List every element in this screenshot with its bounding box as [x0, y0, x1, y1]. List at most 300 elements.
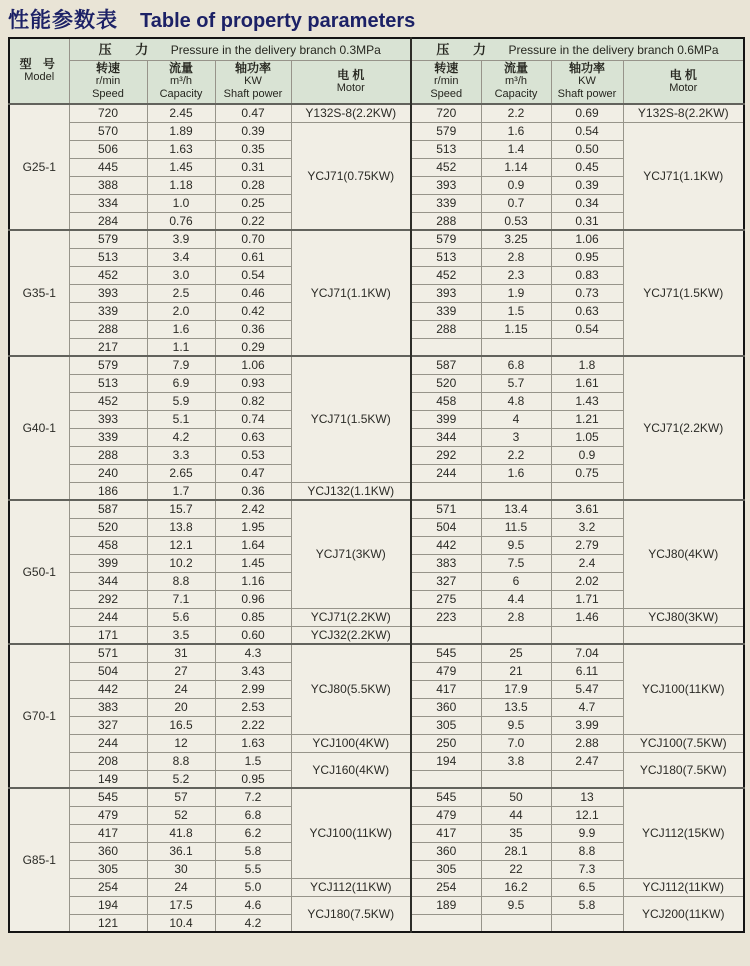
speed-cell: 579: [411, 122, 481, 140]
capacity-cell: 44: [481, 806, 551, 824]
capacity-cell: 13.5: [481, 698, 551, 716]
speed-cell: 208: [69, 752, 147, 770]
pressure-en-left: Pressure in the delivery branch 0.3MPa: [170, 43, 381, 58]
column-header-row: [9, 60, 744, 104]
capacity-cell: 1.9: [481, 284, 551, 302]
power-cell: 0.63: [551, 302, 623, 320]
capacity-cell: 24: [147, 878, 215, 896]
capacity-cell: 13.8: [147, 518, 215, 536]
speed-cell: 479: [411, 662, 481, 680]
power-cell: 0.82: [215, 392, 291, 410]
speed-cell: 452: [69, 266, 147, 284]
power-cell: 0.39: [215, 122, 291, 140]
capacity-cell: 3.9: [147, 230, 215, 248]
speed-cell: 288: [69, 446, 147, 464]
motor-cell: YCJ80(5.5KW): [291, 644, 411, 734]
capacity-cell: 3.3: [147, 446, 215, 464]
col-header-speed-left: 转速 r/min Speed: [69, 60, 147, 104]
capacity-cell: 1.63: [147, 140, 215, 158]
motor-cell: YCJ112(11KW): [623, 878, 744, 896]
motor-cell: YCJ71(1.5KW): [623, 230, 744, 356]
capacity-cell: 9.5: [481, 716, 551, 734]
power-cell: 3.43: [215, 662, 291, 680]
speed-cell: 194: [411, 752, 481, 770]
speed-cell: 520: [69, 518, 147, 536]
power-cell: 0.45: [551, 158, 623, 176]
speed-cell: 458: [411, 392, 481, 410]
col-header-power-left: 轴功率 KW Shaft power: [215, 60, 291, 104]
speed-cell: 292: [69, 590, 147, 608]
power-cell: 2.02: [551, 572, 623, 590]
power-cell: 6.8: [215, 806, 291, 824]
capacity-cell: 9.5: [481, 536, 551, 554]
page-title-zh: 性能参数表: [8, 9, 118, 32]
power-cell: 0.31: [215, 158, 291, 176]
speed-cell: 417: [411, 824, 481, 842]
capacity-cell: 8.8: [147, 572, 215, 590]
col-header-power-right: 轴功率 KW Shaft power: [551, 60, 623, 104]
speed-cell: 442: [69, 680, 147, 698]
motor-cell: YCJ71(3KW): [291, 500, 411, 608]
power-cell: 0.9: [551, 446, 623, 464]
capacity-cell: 16.2: [481, 878, 551, 896]
motor-cell: YCJ71(1.1KW): [623, 122, 744, 230]
speed-cell: 327: [69, 716, 147, 734]
motor-cell: YCJ180(7.5KW): [291, 896, 411, 932]
motor-cell: YCJ71(1.1KW): [291, 230, 411, 356]
motor-cell: YCJ32(2.2KW): [291, 626, 411, 644]
power-cell: 0.31: [551, 212, 623, 230]
power-cell: 5.5: [215, 860, 291, 878]
motor-cell: YCJ112(15KW): [623, 788, 744, 878]
power-cell: 0.25: [215, 194, 291, 212]
power-cell: 1.43: [551, 392, 623, 410]
power-cell: 0.47: [215, 464, 291, 482]
capacity-cell: 4.2: [147, 428, 215, 446]
table-row: [9, 626, 744, 644]
capacity-cell: 13.4: [481, 500, 551, 518]
speed-cell: 520: [411, 374, 481, 392]
speed-cell: 254: [411, 878, 481, 896]
speed-cell: 570: [69, 122, 147, 140]
power-cell: 1.5: [215, 752, 291, 770]
capacity-cell: 5.2: [147, 770, 215, 788]
power-cell: 5.0: [215, 878, 291, 896]
capacity-cell: 25: [481, 644, 551, 662]
speed-cell: 334: [69, 194, 147, 212]
power-cell: 2.4: [551, 554, 623, 572]
power-cell: 1.06: [215, 356, 291, 374]
speed-cell: 579: [411, 230, 481, 248]
speed-cell: [411, 482, 481, 500]
pressure-header-row: [9, 38, 744, 60]
capacity-cell: 2.5: [147, 284, 215, 302]
power-cell: 1.16: [215, 572, 291, 590]
capacity-cell: 52: [147, 806, 215, 824]
speed-cell: 244: [69, 608, 147, 626]
table-row: [9, 500, 744, 518]
speed-cell: 288: [411, 212, 481, 230]
capacity-cell: 4.8: [481, 392, 551, 410]
capacity-cell: 36.1: [147, 842, 215, 860]
power-cell: 1.71: [551, 590, 623, 608]
pressure-zh-left: 压 力: [98, 42, 159, 58]
speed-cell: 579: [69, 356, 147, 374]
speed-cell: 417: [411, 680, 481, 698]
capacity-cell: 7.9: [147, 356, 215, 374]
power-cell: 4.7: [551, 698, 623, 716]
model-column-header: [9, 38, 69, 104]
capacity-cell: 10.2: [147, 554, 215, 572]
power-cell: 1.95: [215, 518, 291, 536]
capacity-cell: 6.9: [147, 374, 215, 392]
motor-cell: YCJ112(11KW): [291, 878, 411, 896]
power-cell: 1.06: [551, 230, 623, 248]
speed-cell: 513: [411, 248, 481, 266]
speed-cell: 458: [69, 536, 147, 554]
motor-cell: YCJ180(7.5KW): [623, 752, 744, 788]
power-cell: 3.61: [551, 500, 623, 518]
power-cell: 0.46: [215, 284, 291, 302]
speed-cell: 445: [69, 158, 147, 176]
table-row: [9, 896, 744, 914]
capacity-cell: 30: [147, 860, 215, 878]
model-cell: G50-1: [9, 500, 69, 644]
speed-cell: 244: [69, 734, 147, 752]
capacity-cell: 2.8: [481, 608, 551, 626]
power-cell: 5.47: [551, 680, 623, 698]
capacity-cell: 31: [147, 644, 215, 662]
speed-cell: 545: [411, 788, 481, 806]
power-cell: 7.04: [551, 644, 623, 662]
pressure-zh-right: 压 力: [436, 42, 497, 58]
capacity-cell: 1.4: [481, 140, 551, 158]
power-cell: 0.35: [215, 140, 291, 158]
capacity-cell: 28.1: [481, 842, 551, 860]
capacity-cell: 1.6: [481, 464, 551, 482]
power-cell: 0.39: [551, 176, 623, 194]
col-header-capacity-right: 流量 m³/h Capacity: [481, 60, 551, 104]
power-cell: 0.54: [215, 266, 291, 284]
table-row: [9, 230, 744, 248]
capacity-cell: 2.65: [147, 464, 215, 482]
power-cell: 0.47: [215, 104, 291, 122]
property-parameters-table: [8, 37, 745, 933]
table-row: [9, 608, 744, 626]
capacity-cell: 2.0: [147, 302, 215, 320]
motor-cell: YCJ160(4KW): [291, 752, 411, 788]
power-cell: 0.34: [551, 194, 623, 212]
speed-cell: 383: [69, 698, 147, 716]
speed-cell: [411, 770, 481, 788]
speed-cell: 399: [69, 554, 147, 572]
capacity-cell: [481, 914, 551, 932]
capacity-cell: 22: [481, 860, 551, 878]
speed-cell: 360: [411, 698, 481, 716]
speed-cell: 339: [411, 194, 481, 212]
power-cell: 1.05: [551, 428, 623, 446]
model-cell: G40-1: [9, 356, 69, 500]
power-cell: 2.79: [551, 536, 623, 554]
capacity-cell: [481, 626, 551, 644]
power-cell: 6.11: [551, 662, 623, 680]
motor-cell: YCJ100(11KW): [623, 644, 744, 734]
power-cell: [551, 770, 623, 788]
table-row: [9, 752, 744, 770]
speed-cell: 121: [69, 914, 147, 932]
capacity-cell: 2.2: [481, 104, 551, 122]
power-cell: 4.3: [215, 644, 291, 662]
motor-cell: YCJ71(2.2KW): [291, 608, 411, 626]
capacity-cell: 6: [481, 572, 551, 590]
power-cell: 0.61: [215, 248, 291, 266]
speed-cell: 254: [69, 878, 147, 896]
capacity-cell: 2.45: [147, 104, 215, 122]
capacity-cell: 3: [481, 428, 551, 446]
speed-cell: 393: [411, 284, 481, 302]
capacity-cell: 3.25: [481, 230, 551, 248]
speed-cell: 442: [411, 536, 481, 554]
power-cell: 5.8: [215, 842, 291, 860]
motor-cell: YCJ71(2.2KW): [623, 356, 744, 500]
power-cell: 0.75: [551, 464, 623, 482]
table-row: [9, 356, 744, 374]
capacity-cell: 4: [481, 410, 551, 428]
capacity-cell: 1.7: [147, 482, 215, 500]
speed-cell: 545: [69, 788, 147, 806]
speed-cell: 305: [69, 860, 147, 878]
power-cell: 1.64: [215, 536, 291, 554]
power-cell: 2.42: [215, 500, 291, 518]
table-body: [9, 104, 744, 932]
capacity-cell: 7.0: [481, 734, 551, 752]
speed-cell: 506: [69, 140, 147, 158]
capacity-cell: 1.14: [481, 158, 551, 176]
speed-cell: 344: [69, 572, 147, 590]
capacity-cell: 5.1: [147, 410, 215, 428]
capacity-cell: 21: [481, 662, 551, 680]
power-cell: 0.36: [215, 482, 291, 500]
speed-cell: 275: [411, 590, 481, 608]
model-header-zh: 型 号: [19, 57, 59, 71]
power-cell: 2.53: [215, 698, 291, 716]
col-header-speed-right: 转速 r/min Speed: [411, 60, 481, 104]
capacity-cell: 7.1: [147, 590, 215, 608]
speed-cell: 587: [411, 356, 481, 374]
power-cell: 0.54: [551, 122, 623, 140]
col-header-motor-right: 电 机 Motor: [623, 60, 744, 104]
speed-cell: [411, 914, 481, 932]
speed-cell: 171: [69, 626, 147, 644]
power-cell: 7.2: [215, 788, 291, 806]
model-header-en: Model: [24, 71, 55, 83]
capacity-cell: 24: [147, 680, 215, 698]
speed-cell: 339: [69, 302, 147, 320]
speed-cell: 305: [411, 716, 481, 734]
speed-cell: 571: [69, 644, 147, 662]
capacity-cell: 20: [147, 698, 215, 716]
power-cell: 2.88: [551, 734, 623, 752]
power-cell: 0.85: [215, 608, 291, 626]
capacity-cell: [481, 338, 551, 356]
speed-cell: 393: [69, 410, 147, 428]
capacity-cell: 50: [481, 788, 551, 806]
capacity-cell: 2.3: [481, 266, 551, 284]
speed-cell: 327: [411, 572, 481, 590]
speed-cell: 393: [411, 176, 481, 194]
capacity-cell: 12: [147, 734, 215, 752]
power-cell: 4.2: [215, 914, 291, 932]
table-row: [9, 788, 744, 806]
power-cell: 0.83: [551, 266, 623, 284]
speed-cell: 452: [411, 266, 481, 284]
table-row: [9, 878, 744, 896]
capacity-cell: 0.76: [147, 212, 215, 230]
capacity-cell: 1.1: [147, 338, 215, 356]
motor-cell: YCJ200(11KW): [623, 896, 744, 932]
speed-cell: 339: [69, 428, 147, 446]
capacity-cell: 5.6: [147, 608, 215, 626]
capacity-cell: 3.5: [147, 626, 215, 644]
page-title: [0, 0, 750, 37]
power-cell: 0.60: [215, 626, 291, 644]
speed-cell: 587: [69, 500, 147, 518]
capacity-cell: 5.9: [147, 392, 215, 410]
power-cell: 6.2: [215, 824, 291, 842]
capacity-cell: 8.8: [147, 752, 215, 770]
power-cell: 0.96: [215, 590, 291, 608]
power-cell: 0.42: [215, 302, 291, 320]
speed-cell: [411, 626, 481, 644]
speed-cell: 571: [411, 500, 481, 518]
capacity-cell: 0.53: [481, 212, 551, 230]
power-cell: 8.8: [551, 842, 623, 860]
col-header-motor-left: 电 机 Motor: [291, 60, 411, 104]
power-cell: 0.50: [551, 140, 623, 158]
power-cell: 0.74: [215, 410, 291, 428]
capacity-cell: 12.1: [147, 536, 215, 554]
speed-cell: 579: [69, 230, 147, 248]
speed-cell: 479: [69, 806, 147, 824]
capacity-cell: 2.8: [481, 248, 551, 266]
power-cell: 0.53: [215, 446, 291, 464]
speed-cell: 284: [69, 212, 147, 230]
capacity-cell: 3.8: [481, 752, 551, 770]
capacity-cell: 17.5: [147, 896, 215, 914]
model-cell: G85-1: [9, 788, 69, 932]
col-header-capacity-left: 流量 m³/h Capacity: [147, 60, 215, 104]
capacity-cell: 5.7: [481, 374, 551, 392]
capacity-cell: 1.5: [481, 302, 551, 320]
power-cell: 6.5: [551, 878, 623, 896]
power-cell: 0.28: [215, 176, 291, 194]
capacity-cell: 35: [481, 824, 551, 842]
capacity-cell: 11.5: [481, 518, 551, 536]
speed-cell: 288: [69, 320, 147, 338]
speed-cell: 513: [411, 140, 481, 158]
table-header: [9, 38, 744, 104]
speed-cell: 452: [69, 392, 147, 410]
power-cell: 3.2: [551, 518, 623, 536]
power-cell: 0.95: [215, 770, 291, 788]
table-row: [9, 122, 744, 140]
power-cell: 2.99: [215, 680, 291, 698]
power-cell: 2.47: [551, 752, 623, 770]
speed-cell: 194: [69, 896, 147, 914]
power-cell: 0.69: [551, 104, 623, 122]
speed-cell: 244: [411, 464, 481, 482]
speed-cell: 479: [411, 806, 481, 824]
speed-cell: 250: [411, 734, 481, 752]
table-row: [9, 104, 744, 122]
capacity-cell: 1.89: [147, 122, 215, 140]
capacity-cell: 1.15: [481, 320, 551, 338]
motor-cell: YCJ71(1.5KW): [291, 356, 411, 482]
speed-cell: 720: [411, 104, 481, 122]
capacity-cell: 1.6: [481, 122, 551, 140]
capacity-cell: 0.7: [481, 194, 551, 212]
page-title-en: Table of property parameters: [140, 10, 416, 32]
capacity-cell: 1.18: [147, 176, 215, 194]
speed-cell: 399: [411, 410, 481, 428]
power-cell: 0.95: [551, 248, 623, 266]
speed-cell: 217: [69, 338, 147, 356]
power-cell: 0.73: [551, 284, 623, 302]
power-cell: 1.61: [551, 374, 623, 392]
model-cell: G35-1: [9, 230, 69, 356]
power-cell: 3.99: [551, 716, 623, 734]
power-cell: 7.3: [551, 860, 623, 878]
model-cell: G70-1: [9, 644, 69, 788]
speed-cell: 186: [69, 482, 147, 500]
speed-cell: 240: [69, 464, 147, 482]
speed-cell: 383: [411, 554, 481, 572]
capacity-cell: 17.9: [481, 680, 551, 698]
power-cell: 1.8: [551, 356, 623, 374]
speed-cell: 292: [411, 446, 481, 464]
capacity-cell: 9.5: [481, 896, 551, 914]
motor-cell: YCJ132(1.1KW): [291, 482, 411, 500]
speed-cell: 149: [69, 770, 147, 788]
power-cell: [551, 482, 623, 500]
power-cell: 1.21: [551, 410, 623, 428]
power-cell: 0.36: [215, 320, 291, 338]
capacity-cell: 1.0: [147, 194, 215, 212]
power-cell: 5.8: [551, 896, 623, 914]
capacity-cell: 3.4: [147, 248, 215, 266]
power-cell: 0.22: [215, 212, 291, 230]
pressure-header-left: [69, 38, 411, 60]
capacity-cell: 16.5: [147, 716, 215, 734]
power-cell: 0.93: [215, 374, 291, 392]
speed-cell: 393: [69, 284, 147, 302]
power-cell: 9.9: [551, 824, 623, 842]
motor-cell: YCJ100(4KW): [291, 734, 411, 752]
speed-cell: 720: [69, 104, 147, 122]
speed-cell: 305: [411, 860, 481, 878]
power-cell: 0.70: [215, 230, 291, 248]
pressure-header-right: [411, 38, 744, 60]
speed-cell: 417: [69, 824, 147, 842]
speed-cell: 513: [69, 248, 147, 266]
motor-cell: YCJ80(4KW): [623, 500, 744, 608]
speed-cell: 189: [411, 896, 481, 914]
speed-cell: 504: [69, 662, 147, 680]
model-cell: G25-1: [9, 104, 69, 230]
capacity-cell: 4.4: [481, 590, 551, 608]
speed-cell: 344: [411, 428, 481, 446]
speed-cell: 388: [69, 176, 147, 194]
